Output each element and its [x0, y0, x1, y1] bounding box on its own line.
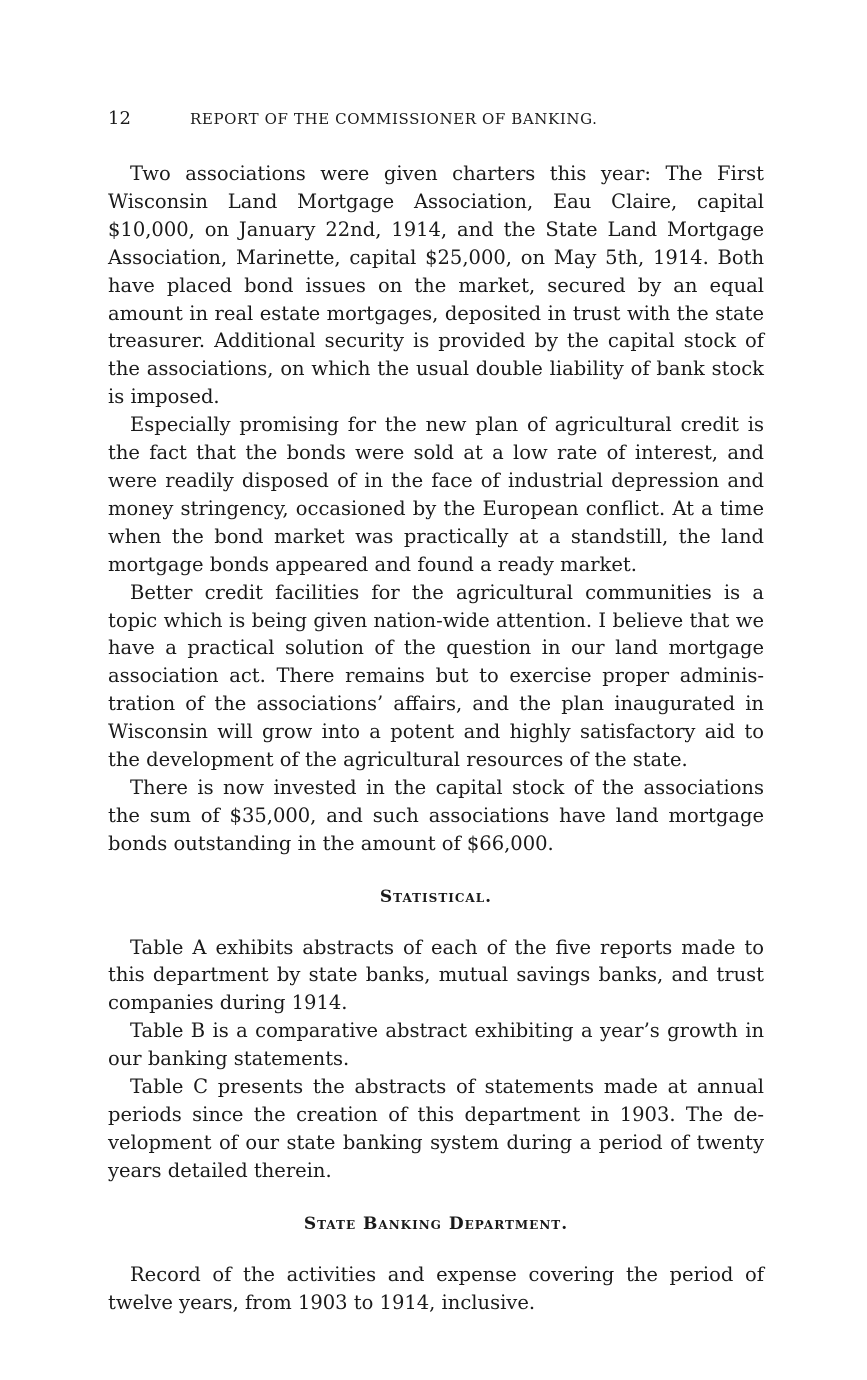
paragraph-table-a: Table A exhibits abstracts of each of the five reports made to this department by state banks, mutual savings banks, and trust companies during 1914. — [108, 935, 764, 1015]
paragraph-agricultural-credit: Especially promising for the new plan of agricultural credit is the fact that the bonds were sold at a low rate of interest, and were readily disposed of in the face of industrial depression and money stringency, occasioned by the European conflict. At a time when the bond market was practically at a standstill, the land mortgage bonds appeared and found a ready market. — [108, 413, 764, 576]
section-heading-statistical: Statistical. — [379, 886, 493, 907]
paragraph-table-b: Table B is a comparative abstract exhibiting a year’s growth in our banking statements. — [108, 1019, 764, 1071]
section-heading-state-banking-department: State Banking Department. — [303, 1213, 569, 1234]
paragraph-credit-facilities: Better credit facilities for the agricultural communities is a topic which is being given nation-wide attention. I believe that we have a practical solution of the question in our land mortgage association act. There remains but to exercise proper administration of the associations’ affairs, and the plan inaugurated in Wisconsin will grow into a potent and highly satisfactory aid to the development of the agricultural resources of the state. — [108, 580, 764, 772]
paragraph-charters: Two associations were given charters this year: The First Wisconsin Land Mortgage Association, Eau Claire, capital $10,000, on January 22nd, 1914, and the State Land Mortgage Association, Marinette, capital $25,000, on May 5th, 1914. Both have placed bond issues on the market, secured by an equal amount in real estate mortgages, deposited in trust with the state treasurer. Additional security is provided by the capital stock of the associations, on which the usual double liability of bank stock is imposed. — [108, 162, 764, 409]
body-text — [108, 160, 764, 1316]
page-number: 12 — [108, 108, 131, 129]
paragraph-table-c: Table C presents the abstracts of statements made at annual periods since the creation of this department in 1903. The development of our state banking system during a period of twenty years detailed therein. — [108, 1075, 764, 1182]
paragraph-record: Record of the activities and expense covering the period of twelve years, from 1903 to 1914, inclusive. — [108, 1262, 764, 1314]
paragraph-capital-invested: There is now invested in the capital stock of the associations the sum of $35,000, and such associations have land mortgage bonds outstanding in the amount of $66,000. — [108, 775, 764, 855]
running-title: REPORT OF THE COMMISSIONER OF BANKING. — [190, 110, 598, 128]
